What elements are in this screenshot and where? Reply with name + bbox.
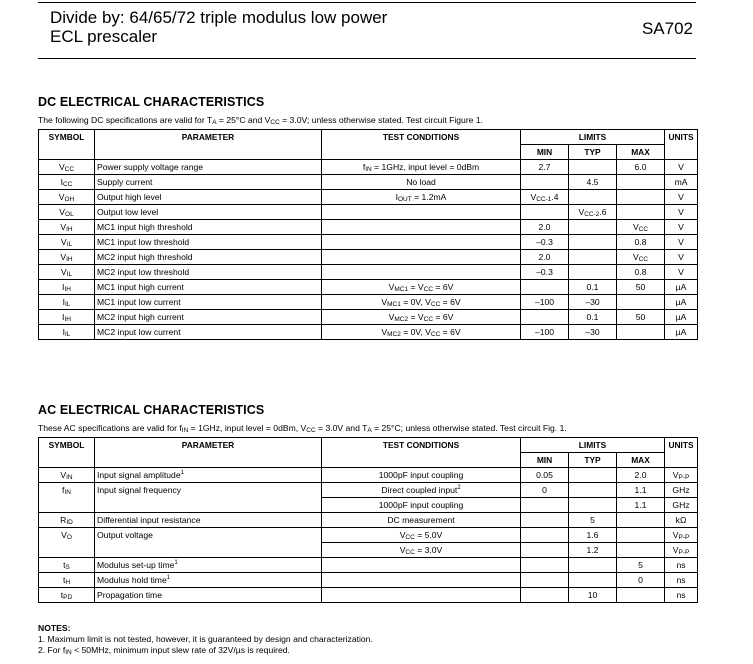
min-cell: 2.7 (521, 160, 569, 175)
units-cell: V (665, 205, 698, 220)
symbol-cell: $I_{IH}$ (39, 310, 95, 325)
min-cell (521, 513, 569, 528)
units-cell: kΩ (665, 513, 698, 528)
max-cell (617, 325, 665, 340)
symbol-cell: $R_{ID}$ (39, 513, 95, 528)
conditions-cell: $V_{CC} = 3.0V$ (322, 543, 521, 558)
units-cell: GHz (665, 498, 698, 513)
symbol-cell: $t_S$ (39, 558, 95, 573)
min-cell: –0.3 (521, 235, 569, 250)
parameter-cell: MC1 input low current (95, 295, 322, 310)
symbol-cell: $I_{IL}$ (39, 325, 95, 340)
units-cell: V (665, 235, 698, 250)
max-cell (617, 205, 665, 220)
conditions-cell: $f_{IN} = 1GHz$, input level = 0dBm (322, 160, 521, 175)
conditions-cell (322, 220, 521, 235)
max-cell: 1.1 (617, 483, 665, 498)
min-cell: 2.0 (521, 250, 569, 265)
table-row (39, 190, 698, 205)
table-row (39, 325, 698, 340)
typ-cell (569, 265, 617, 280)
table-row (39, 513, 698, 528)
min-cell: 0 (521, 483, 569, 498)
typ-cell: 0.1 (569, 280, 617, 295)
title-line-2: ECL prescaler (50, 27, 158, 46)
min-cell (521, 573, 569, 588)
min-cell (521, 175, 569, 190)
symbol-cell: $I_{IL}$ (39, 295, 95, 310)
typ-cell: 1.6 (569, 528, 617, 543)
units-cell: ns (665, 573, 698, 588)
units-cell: $V_{P-P}$ (665, 543, 698, 558)
parameter-cell: Modulus set-up time$^1$ (95, 558, 322, 573)
conditions-cell (322, 558, 521, 573)
typ-cell: $V_{CC-2}.6$ (569, 205, 617, 220)
conditions-cell (322, 588, 521, 603)
parameter-cell: MC1 input high threshold (95, 220, 322, 235)
max-cell (617, 175, 665, 190)
conditions-cell (322, 205, 521, 220)
symbol-cell: $I_{IH}$ (39, 280, 95, 295)
page-title (50, 8, 387, 46)
symbol-cell: $t_H$ (39, 573, 95, 588)
max-cell: 0.8 (617, 265, 665, 280)
table-row (39, 558, 698, 573)
conditions-cell: No load (322, 175, 521, 190)
max-cell: $V_{CC}$ (617, 250, 665, 265)
max-cell: 0.8 (617, 235, 665, 250)
min-cell (521, 498, 569, 513)
symbol-cell: $V_{IH}$ (39, 250, 95, 265)
max-cell: $V_{CC}$ (617, 220, 665, 235)
note-item: 1. Maximum limit is not tested, however, it is guaranteed by design and characterization. (38, 634, 373, 644)
col-header-conditions: TEST CONDITIONS (322, 438, 521, 468)
col-header-conditions: TEST CONDITIONS (322, 130, 521, 160)
typ-cell: –30 (569, 325, 617, 340)
max-cell: 0 (617, 573, 665, 588)
parameter-cell: Input signal amplitude$^1$ (95, 468, 322, 483)
symbol-cell: $f_{IN}$ (39, 483, 95, 513)
typ-cell (569, 483, 617, 498)
conditions-cell (322, 250, 521, 265)
min-cell: –0.3 (521, 265, 569, 280)
dc-section-subtitle: The following DC specifications are valid for $T_A = 25^\circ C$ and $V_{CC} = 3.0V$; unless otherwise stated. Test circuit Figure 1. (38, 115, 484, 126)
parameter-cell: MC2 input high threshold (95, 250, 322, 265)
table-row (39, 205, 698, 220)
conditions-cell: 1000pF input coupling (322, 468, 521, 483)
min-cell: 2.0 (521, 220, 569, 235)
units-cell: ns (665, 558, 698, 573)
units-cell: µA (665, 310, 698, 325)
table-row (39, 175, 698, 190)
table-row (39, 265, 698, 280)
symbol-cell: $t_{PD}$ (39, 588, 95, 603)
max-cell (617, 588, 665, 603)
col-header-typ: TYP (569, 453, 617, 468)
symbol-cell: $V_{CC}$ (39, 160, 95, 175)
units-cell: µA (665, 295, 698, 310)
min-cell (521, 528, 569, 543)
typ-cell: 4.5 (569, 175, 617, 190)
table-row (39, 310, 698, 325)
units-cell: $V_{P-P}$ (665, 528, 698, 543)
parameter-cell: MC2 input low current (95, 325, 322, 340)
table-row (39, 160, 698, 175)
table-row (39, 483, 698, 498)
title-line-1: Divide by: 64/65/72 triple modulus low power (50, 8, 388, 27)
typ-cell (569, 498, 617, 513)
note-item: 2. For $f_{IN} < 50MHz$, minimum input slew rate of 32V/µs is required. (38, 645, 290, 656)
parameter-cell: MC1 input high current (95, 280, 322, 295)
min-cell (521, 588, 569, 603)
col-header-symbol: SYMBOL (39, 130, 95, 160)
symbol-cell: $V_{IH}$ (39, 220, 95, 235)
conditions-cell: 1000pF input coupling (322, 498, 521, 513)
col-header-symbol: SYMBOL (39, 438, 95, 468)
parameter-cell: Output high level (95, 190, 322, 205)
parameter-cell: MC1 input low threshold (95, 235, 322, 250)
header-rule (38, 58, 696, 59)
conditions-cell: $V_{MC1} = V_{CC} = 6V$ (322, 280, 521, 295)
max-cell (617, 528, 665, 543)
parameter-cell: Modulus hold time$^1$ (95, 573, 322, 588)
table-row (39, 280, 698, 295)
units-cell: mA (665, 175, 698, 190)
table-row (39, 220, 698, 235)
units-cell: µA (665, 280, 698, 295)
typ-cell: 0.1 (569, 310, 617, 325)
col-header-min: MIN (521, 145, 569, 160)
table-row (39, 295, 698, 310)
dc-section-title: DC ELECTRICAL CHARACTERISTICS (38, 95, 265, 109)
max-cell (617, 190, 665, 205)
ac-section-title: AC ELECTRICAL CHARACTERISTICS (38, 403, 265, 417)
conditions-cell: $I_{OUT} = 1.2mA$ (322, 190, 521, 205)
ac-section-subtitle: These AC specifications are valid for $f_{IN} = 1GHz$, input level = 0dBm, $V_{CC} = 3.0V$ and $T_A = 25^\circ C$; unless otherwise stated. Test circuit Fig. 1. (38, 423, 567, 434)
table-row (39, 573, 698, 588)
typ-cell (569, 160, 617, 175)
conditions-cell (322, 573, 521, 588)
table-row (39, 528, 698, 543)
max-cell: 5 (617, 558, 665, 573)
min-cell: $V_{CC-1}.4$ (521, 190, 569, 205)
conditions-cell: DC measurement (322, 513, 521, 528)
col-header-limits: LIMITS (521, 130, 665, 145)
units-cell: $V_{P-P}$ (665, 468, 698, 483)
parameter-cell: Output voltage (95, 528, 322, 558)
typ-cell (569, 220, 617, 235)
max-cell: 1.1 (617, 498, 665, 513)
symbol-cell: $V_{IL}$ (39, 265, 95, 280)
units-cell: V (665, 190, 698, 205)
units-cell: V (665, 250, 698, 265)
units-cell: µA (665, 325, 698, 340)
symbol-cell: $I_{CC}$ (39, 175, 95, 190)
dc-characteristics-table (38, 129, 698, 340)
units-cell: V (665, 220, 698, 235)
table-row (39, 250, 698, 265)
typ-cell (569, 573, 617, 588)
max-cell: 50 (617, 310, 665, 325)
typ-cell (569, 235, 617, 250)
max-cell: 2.0 (617, 468, 665, 483)
top-rule (38, 2, 696, 3)
max-cell (617, 543, 665, 558)
parameter-cell: Propagation time (95, 588, 322, 603)
col-header-min: MIN (521, 453, 569, 468)
parameter-cell: Supply current (95, 175, 322, 190)
min-cell (521, 310, 569, 325)
units-cell: V (665, 160, 698, 175)
header-row (39, 130, 698, 145)
parameter-cell: MC2 input low threshold (95, 265, 322, 280)
notes (38, 623, 373, 656)
parameter-cell: Differential input resistance (95, 513, 322, 528)
parameter-cell: Output low level (95, 205, 322, 220)
units-cell: ns (665, 588, 698, 603)
col-header-max: MAX (617, 453, 665, 468)
typ-cell: 10 (569, 588, 617, 603)
col-header-units: UNITS (665, 130, 698, 160)
col-header-parameter: PARAMETER (95, 438, 322, 468)
ac-characteristics-table (38, 437, 698, 603)
conditions-cell: $V_{MC2} = 0V$, $V_{CC} = 6V$ (322, 325, 521, 340)
part-number: SA702 (641, 19, 693, 38)
typ-cell (569, 558, 617, 573)
notes-list (38, 634, 373, 656)
typ-cell: 5 (569, 513, 617, 528)
min-cell (521, 558, 569, 573)
conditions-cell (322, 235, 521, 250)
max-cell (617, 513, 665, 528)
conditions-cell (322, 265, 521, 280)
max-cell (617, 295, 665, 310)
min-cell: 0.05 (521, 468, 569, 483)
table-row (39, 588, 698, 603)
table-row (39, 235, 698, 250)
conditions-cell: $V_{MC2} = V_{CC} = 6V$ (322, 310, 521, 325)
typ-cell: –30 (569, 295, 617, 310)
conditions-cell: $V_{MC1} = 0V$, $V_{CC} = 6V$ (322, 295, 521, 310)
max-cell: 6.0 (617, 160, 665, 175)
symbol-cell: $V_O$ (39, 528, 95, 558)
min-cell (521, 280, 569, 295)
min-cell: –100 (521, 295, 569, 310)
conditions-cell: $V_{CC} = 5.0V$ (322, 528, 521, 543)
symbol-cell: $V_{OL}$ (39, 205, 95, 220)
typ-cell (569, 190, 617, 205)
col-header-typ: TYP (569, 145, 617, 160)
typ-cell (569, 250, 617, 265)
header-row (39, 438, 698, 453)
parameter-cell: MC2 input high current (95, 310, 322, 325)
notes-heading: NOTES: (38, 623, 71, 633)
units-cell: V (665, 265, 698, 280)
min-cell: –100 (521, 325, 569, 340)
units-cell: GHz (665, 483, 698, 498)
min-cell (521, 543, 569, 558)
max-cell: 50 (617, 280, 665, 295)
col-header-units: UNITS (665, 438, 698, 468)
typ-cell: 1.2 (569, 543, 617, 558)
col-header-limits: LIMITS (521, 438, 665, 453)
col-header-parameter: PARAMETER (95, 130, 322, 160)
table-row (39, 468, 698, 483)
min-cell (521, 205, 569, 220)
col-header-max: MAX (617, 145, 665, 160)
parameter-cell: Input signal frequency (95, 483, 322, 513)
symbol-cell: $V_{IL}$ (39, 235, 95, 250)
parameter-cell: Power supply voltage range (95, 160, 322, 175)
typ-cell (569, 468, 617, 483)
symbol-cell: $V_{OH}$ (39, 190, 95, 205)
conditions-cell: Direct coupled input$^2$ (322, 483, 521, 498)
symbol-cell: $V_{IN}$ (39, 468, 95, 483)
